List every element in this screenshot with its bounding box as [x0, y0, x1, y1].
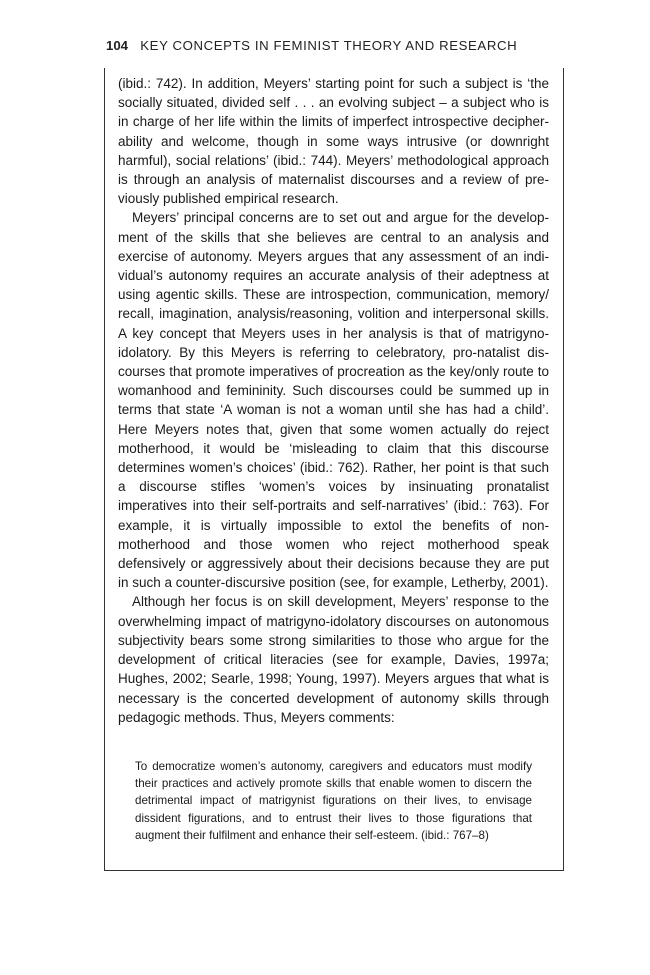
block-quote-text: To democratize women’s autonomy, caregivers and educators must modify their practices and actively promote skills that enable women to discern the detrimental impact of matrigynist figurations on their lives, to envisage dissident figurations, and to entrust their lives to those figurations that augment their fulfilment and enhance their self-esteem. (ibid.: 767–8) [135, 760, 532, 842]
paragraph-2: Meyers’ principal concerns are to set out and argue for the development of the skills that she believes are central to an analysis and exercise of autonomy. Meyers argues that any assessment of an individual’s autonomy requires an accurate analysis of their adeptness at using agentic skills. These are introspection, communication, memory/ recall, imagination, analysis/reasoning, volition and interpersonal skills. A key concept that Meyers uses in her analysis is that of matrigyno-idolatory. By this Meyers is referring to celebratory, pro-natalist discourses that promote imperatives of procreation as the key/only route to womanhood and femininity. Such discourses could be summed up in terms that state ‘A woman is not a woman until she has had a child’. Here Meyers notes that, given that some women actually do reject motherhood, it would be ‘misleading to claim that this discourse determines women’s choices’ (ibid.: 762). Rather, her point is that such a discourse stifles ‘women’s voices by insinuating pronatalist imperatives into their self-portraits and self-narratives’ (ibid.: 763). For example, it is virtually impossible to extol the benefits of non-motherhood and those women who reject motherhood speak defensively or aggressively about their decisions because they are put in such a counter-discursive position (see, for example, Letherby, 2001). [118, 210, 549, 591]
block-quote [135, 758, 532, 844]
body-text [118, 74, 549, 727]
running-head [106, 38, 517, 53]
running-title: KEY CONCEPTS IN FEMINIST THEORY AND RESEARCH [140, 38, 518, 53]
paragraph-1: (ibid.: 742). In addition, Meyers’ starting point for such a subject is ‘the socially situated, divided self . . . an evolving subject – a subject who is in charge of her life within the limits of imperfect introspective decipherability and welcome, though in some ways intrusive (or downright harmful), social relations’ (ibid.: 744). Meyers’ methodological approach is through an analysis of maternalist discourses and a review of previously published empirical research. [118, 76, 549, 207]
paragraph-3: Although her focus is on skill development, Meyers’ response to the overwhelming impact of matrigyno-idolatory discourses on autonomous subjectivity bears some strong similarities to those who argue for the development of critical literacies (see for example, Davies, 1997a; Hughes, 2002; Searle, 1998; Young, 1997). Meyers argues that what is necessary is the concerted development of autonomy skills through pedagogic methods. Thus, Meyers comments: [118, 594, 549, 725]
page-number: 104 [106, 38, 129, 53]
